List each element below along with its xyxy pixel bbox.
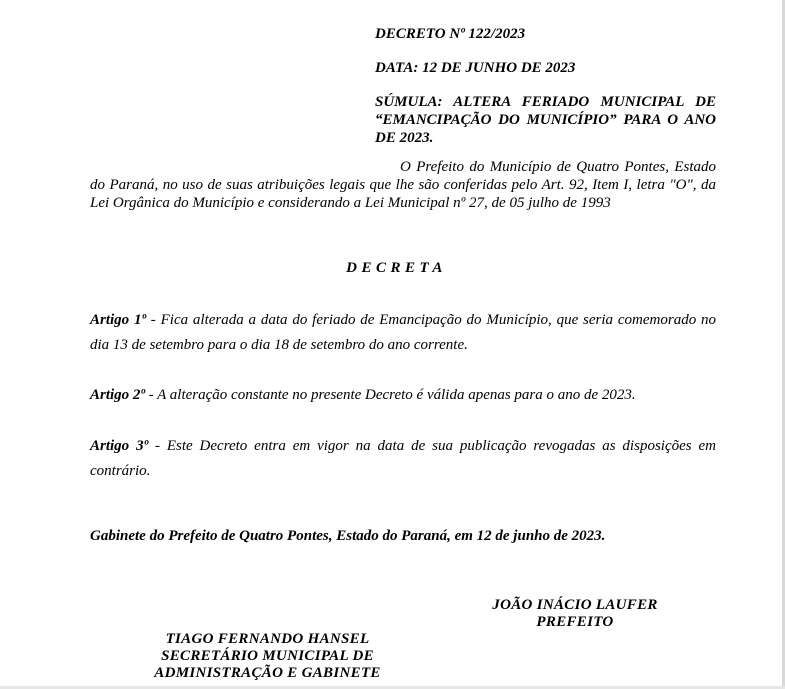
article-2-text: - A alteração constante no presente Decreto é válida apenas para o ano de 2023. <box>144 387 636 403</box>
preamble-paragraph <box>90 158 716 212</box>
article-2 <box>90 383 716 408</box>
secretary-name: TIAGO FERNANDO HANSEL <box>165 631 370 647</box>
article-3-text: - Este Decreto entra em vigor na data de sua publicação revogadas as disposições em contrário. <box>90 438 716 479</box>
decree-date: DATA: 12 DE JUNHO DE 2023 <box>375 60 576 76</box>
mayor-signature-block <box>465 597 685 631</box>
article-1-label: Artigo 1º <box>90 312 146 328</box>
secretary-signature-block <box>130 631 405 682</box>
closing-line: Gabinete do Prefeito de Quatro Pontes, Estado do Paraná, em 12 de junho de 2023. <box>90 528 606 544</box>
mayor-title: PREFEITO <box>536 614 614 630</box>
article-1-text: - Fica alterada a data do feriado de Emancipação do Município, que seria comemorado no dia 13 de setembro para o dia 18 de setembro do ano corrente. <box>90 312 716 353</box>
decree-number: DECRETO Nº 122/2023 <box>375 26 526 42</box>
secretary-title-line-2: ADMINISTRAÇÃO E GABINETE <box>154 665 381 681</box>
article-1 <box>90 308 716 358</box>
decree-summary: SÚMULA: ALTERA FERIADO MUNICIPAL DE “EMANCIPAÇÃO DO MUNICÍPIO” PARA O ANO DE 2023. <box>375 94 716 146</box>
secretary-title-line-1: SECRETÁRIO MUNICIPAL DE <box>161 648 374 664</box>
mayor-name: JOÃO INÁCIO LAUFER <box>492 597 658 613</box>
article-2-label: Artigo 2º <box>90 387 145 403</box>
preamble-text: O Prefeito do Município de Quatro Pontes, Estado do Paraná, no uso de suas atribuições legais que lhe são conferidas pelo Art. 92, Item I, letra "O", da Lei Orgânica do Município e considerando a Lei Municipal nº 27, de 05 julho de 1993 <box>90 159 716 211</box>
article-3 <box>90 434 716 484</box>
decreta-heading: DECRETA <box>346 260 447 276</box>
article-3-label: Artigo 3º <box>90 438 149 454</box>
